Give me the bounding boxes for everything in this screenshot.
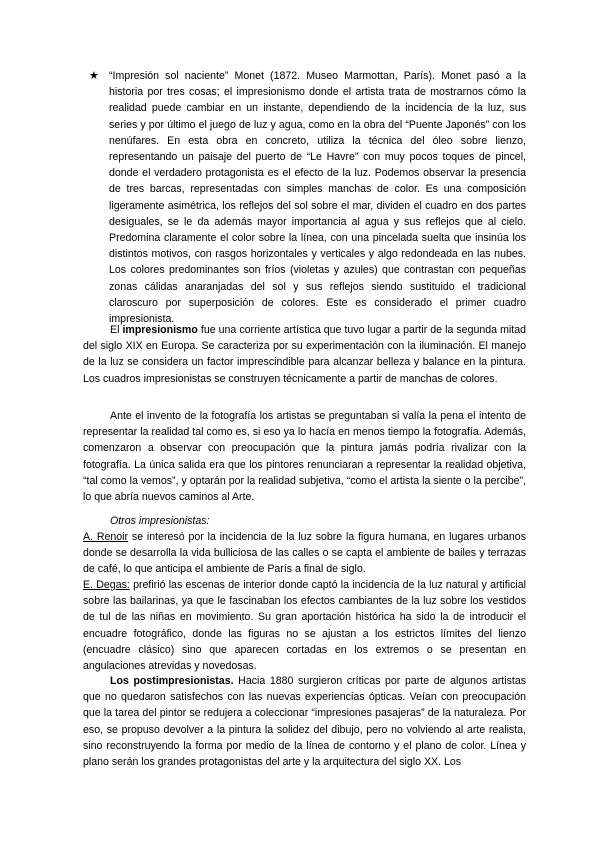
postimpresionistas-paragraph bbox=[83, 673, 526, 770]
renoir-paragraph bbox=[83, 529, 526, 578]
monet-bullet-item bbox=[83, 68, 526, 327]
otros-impresionistas-heading: Otros impresionistas: bbox=[110, 515, 210, 527]
fotografia-paragraph: Ante el invento de la fotografía los artistas se preguntaban si valía la pena el intento de representar la realidad tal como es, si eso ya lo hacía en menos tiempo la fotografía. Además, comenzaron a observar con preocupación que la pintura jamás podría rivalizar con la fotografía. La única salida era que los pintores renunciaran a representar la realidad objetiva, “tal como la vemos”, y optarán por la realidad subjetiva, “como el artista la siente o la percibe”, lo que abría nuevos caminos al Arte. bbox=[83, 410, 526, 504]
degas-paragraph bbox=[83, 577, 526, 674]
renoir-name: A. Renoir bbox=[83, 531, 129, 543]
postimpresionistas-term: Los postimpresionistas. bbox=[110, 675, 234, 687]
degas-name: E. Degas: bbox=[83, 579, 130, 591]
degas-text: prefirió las escenas de interior donde captó la incidencia de la luz natural y artificial sobre las bailarinas, ya que le fascinaban los efectos cambiantes de la luz sobre los vestidos de tul de las niñas en movimiento. Su gran aportación histórica ha sido la de introducir el encuadre fotográfico, donde las figuras no se ajustan a los estrictos límites del lienzo (encuadre clásico) sino que aparecen cortadas en los extremos o se presentan en angulaciones atrevidas y novedosas. bbox=[83, 579, 526, 673]
renoir-text: se interesó por la incidencia de la luz sobre la figura humana, en lugares urbanos donde se desarrolla la vida bulliciosa de las calles o se capta el ambiente de bailes y terrazas de café, lo que anticipa el ambiente de París a final de siglo. bbox=[83, 531, 526, 576]
star-bullet-icon: ★ bbox=[89, 70, 99, 82]
impresionismo-lead: El bbox=[110, 324, 123, 336]
postimpresionistas-text: Hacia 1880 surgieron críticas por parte de algunos artistas que no quedaron satisfechos con las nuevas experiencias ópticas. Veían con preocupación que la tarea del pintor se redujera a coleccionar “impresiones pasajeras” de la naturaleza. Por eso, se propuso devolver a la pintura la solidez del dibujo, pero no volviendo al arte realista, sino reconstruyendo la forma por medio de la línea de contorno y el plano de color. Línea y plano serán los grandes protagonistas del arte y la arquitectura del siglo XX. Los bbox=[83, 675, 527, 769]
impresionismo-term: impresionismo bbox=[122, 324, 198, 336]
impresionismo-text: fue una corriente artística que tuvo lugar a partir de la segunda mitad del siglo XIX en Europa. Se caracteriza por su experimentación con la iluminación. El manejo de la luz se considera un factor imprescindible para alcanzar belleza y balance en la pintura. Los cuadros impresionistas se construyen técnicamente a partir de manchas de colores. bbox=[83, 324, 526, 385]
impresionismo-paragraph bbox=[83, 322, 526, 387]
monet-description: “Impresión sol naciente” Monet (1872. Museo Marmottan, París). Monet pasó a la historia por tres cosas; el impresionismo donde el artista trata de mostrarnos cómo la realidad puede cambiar en un instante, dependiendo de la incidencia de la luz, sus series y por último el juego de luz y agua, como en la obra del “Puente Japonés” con los nenúfares. En esta obra en concreto, utiliza la técnica del óleo sobre lienzo, representando un paisaje del puerto de “Le Havre” con muy pocos toques de pincel, donde el verdadero protagonista es el efecto de la luz. Podemos observar la presencia de tres barcas, representadas con simples manchas de color. Es una composición ligeramente asimétrica, los reflejos del sol sobre el mar, dividen el cuadro en dos partes desiguales, se le da además mayor importancia al agua y sus reflejos que al cielo. Predomina claramente el color sobre la línea, con una pincelada suelta que insinúa los distintos motivos, con rasgos horizontales y verticales y algo redondeada en las nubes. Los colores predominantes son fríos (violetas y azules) que contrastan con pequeñas zonas cálidas anaranjadas del sol y sus reflejos siendo sustituido el tradicional claroscuro por superposición de colores. Este es considerado el primer cuadro impresionista. bbox=[109, 70, 526, 326]
